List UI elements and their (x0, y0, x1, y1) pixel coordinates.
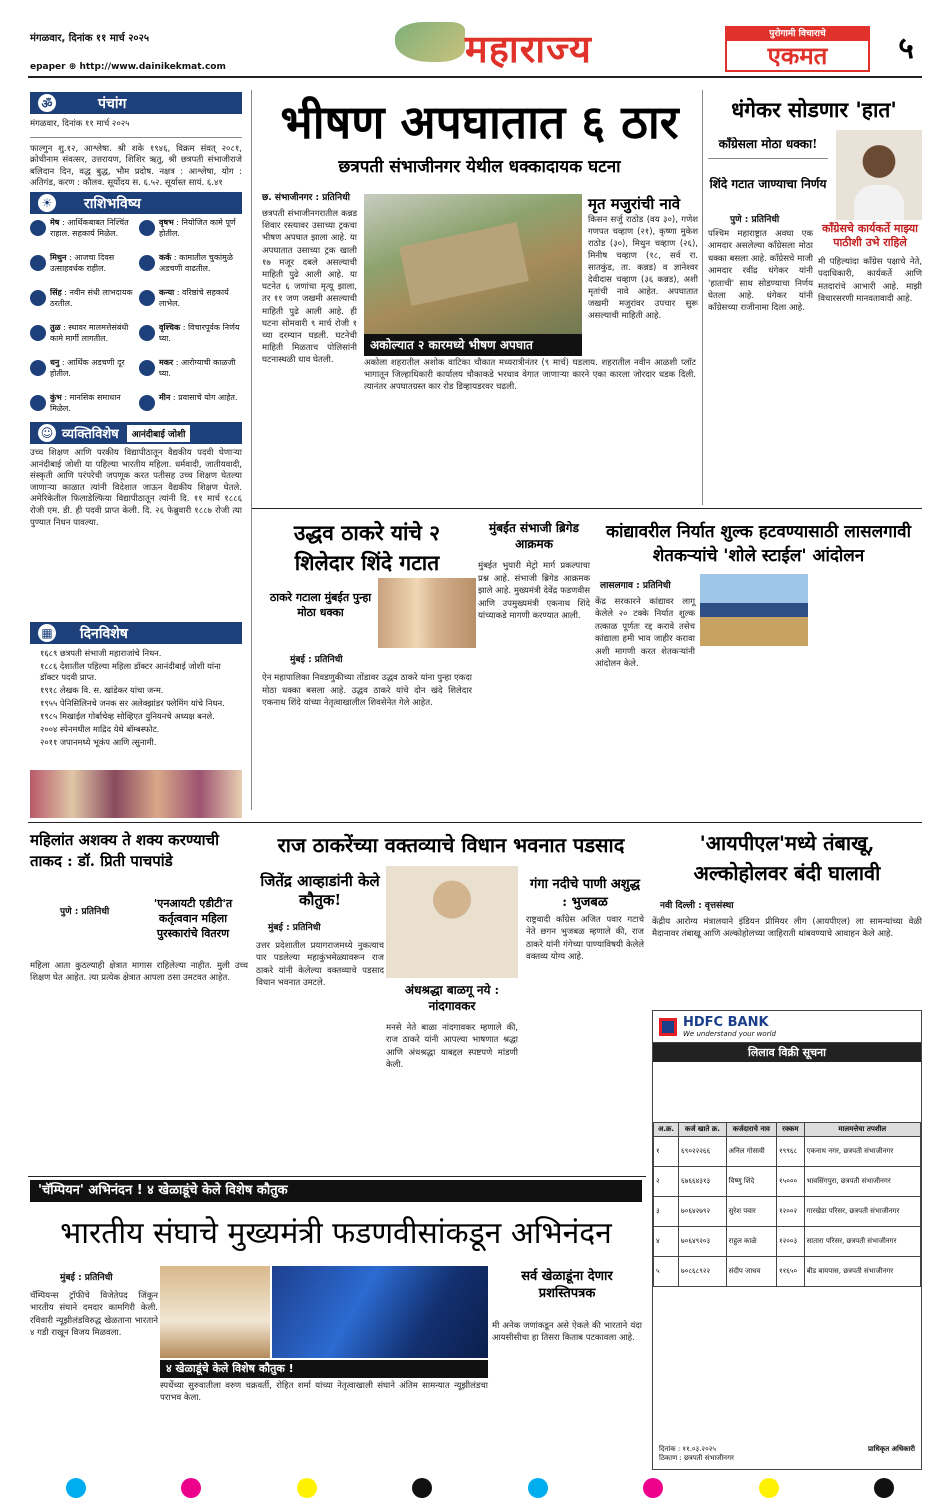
calendar-icon: ▦ (38, 624, 56, 642)
dhangekar-kicker: काँग्रेसला मोठा धक्का! (708, 135, 828, 159)
zodiac-icon (139, 220, 155, 236)
raj-headline: राज ठाकरेंच्या वक्तव्याचे विधान भवनात पडसाद (277, 833, 625, 857)
horoscope-item: धनु : आर्थिक अडचणी दूर होतील. (30, 358, 133, 391)
dhangekar-byline: पुणे : प्रतिनिधी (730, 215, 780, 225)
hdfc-table-row (654, 1137, 921, 1167)
hdfc-table-cell: राहुल काळे (726, 1227, 776, 1257)
dhangekar-body2: मी पहिल्यांदा काँग्रेस पक्षाचे नेते, पदाधिकारी, कार्यकर्ते आणि मतदारांचे आभारी आहे. माझी विचारसरणी मानवतावादी आहे. (818, 257, 922, 305)
zodiac-icon (139, 290, 155, 306)
color-registration-marks (60, 1478, 900, 1498)
section-title: महाराज्य (465, 26, 592, 71)
hdfc-table-cell: ७०६४९२०३ (679, 1227, 727, 1257)
dhangekar-quote: काँग्रेसचे कार्यकर्ते माझ्या पाठीशी उभे राहिले (821, 222, 919, 249)
accident-caption-text: अकोला शहरातील अशोक वाटिका चौकात मध्यरात्रीनंतर (९ मार्च) घडलाय. शहरातील नवीन आळशी प्लॉट भागातून जिल्हाधिकारी कार्यालय चौकाकडे भरधाव वेगात जाणाऱ्या कारने एका कारला जोरदार धडक दिली. त्यानंतर अपघातग्रस्त कार रोड डिव्हायडरवर चढली. (364, 358, 696, 392)
dinvishesh-item: १६८९ छत्रपती संभाजी महाराजांचे निधन. (40, 648, 162, 658)
lead-body: छत्रपती संभाजीनगरातील कन्नड शिवार रस्त्यावर उसाच्या ट्रकचा भीषण अपघात झाला आहे. या अपघातात उसाच्या ट्रक खाली १७ मजूर दबले असल्याची माहिती पुढे आली आहे. या घटनेत ६ जणांचा मृत्यू झाला, तर ११ जण जखमी असल्याची माहिती पुढे आली आहे. ही घटना सोमवारी ९ मार्च रोजी १ च्या दरम्यान घडली. घटनेची माहिती मिळताच पोलिसांनी घटनास्थळी धाव घेतली. (262, 209, 357, 366)
dead-list: किसन सर्जु राठोड (वय ३०), गणेश गणपत चव्हाण (२१), कृष्णा मुकेश राठोड (३०), मिथुन चव्हाण (२६), मिनीष चव्हाण (१८, सर्व रा. सातकुंड, ता. कन्नड) व ज्ञानेश्वर देवीदास चव्हाण (३६ कन्नड), अशी मृतांची नावे आहेत. अपघातात जखमी मजुरांवर उपचार सुरू असल्याची माहिती आहे. (588, 215, 698, 321)
protest-photo (700, 574, 808, 646)
dhangekar-body: पश्चिम महाराष्ट्रात अवघा एक आमदार असलेल्या काँग्रेसला मोठा धक्का बसला आहे. काँग्रेसचे माजी आमदार रवींद्र धंगेकर यांनी 'हाताची' साथ सोडण्याचा निर्णय घेतला आहे. धंगेकर यांनी काँग्रेसच्या राजीनामा दिला आहे. (708, 229, 813, 314)
hdfc-table-cell: भावसिंगपुरा, छत्रपती संभाजीनगर (804, 1167, 920, 1197)
women-kicker: 'एनआयटी एडीटी'त कर्तृत्ववान महिला पुरस्कारांचे वितरण (153, 897, 233, 940)
zodiac-icon (30, 255, 46, 271)
hdfc-table-header: कर्जदाराचे नाव (726, 1123, 776, 1137)
zodiac-icon (30, 360, 46, 376)
horoscope-bar: ☀ राशिभविष्य (30, 192, 242, 214)
uddhav-shinde-photo (378, 578, 476, 648)
hdfc-table-cell: ४ (654, 1227, 679, 1257)
horoscope-item: मकर : आरोग्याची काळजी घ्या. (139, 358, 242, 391)
ipl-byline: नवी दिल्ली : वृत्तसंस्था (660, 901, 734, 911)
horoscope-item: मिथुन : आजचा दिवस उत्साहवर्धक राहील. (30, 253, 133, 286)
horoscope-item: कर्क : कामातील चुकांमुळे अडचणी वाढतील. (139, 253, 242, 286)
fadnavis-photo (160, 1266, 270, 1358)
hdfc-logo-box (653, 1011, 921, 1043)
hdfc-table (653, 1122, 921, 1287)
hdfc-table-cell: १२००२ (776, 1197, 804, 1227)
person-icon: ☺ (38, 424, 56, 442)
zodiac-icon (139, 325, 155, 341)
dinvishesh-item: १९५५ पेनिसिलिनचे जनक सर अलेक्झांडर फ्लेमिंग यांचे निधन. (40, 698, 225, 708)
horoscope-item: कन्या : वरिष्ठांचे सहकार्य लाभेल. (139, 288, 242, 321)
ipl-headline: 'आयपीएल'मध्ये तंबाखू, अल्कोहोलवर बंदी घालावी (693, 831, 881, 885)
hdfc-table-cell: अनिल गोसावी (726, 1137, 776, 1167)
zodiac-icon (139, 255, 155, 271)
hdfc-table-cell: विष्णु शिंदे (726, 1167, 776, 1197)
women-body: महिला आता कुठल्याही क्षेत्रात मागास राहिलेल्या नाहीत. मुली उच्च शिक्षण घेत आहेत. त्या प्रत्येक क्षेत्रात आपला ठसा उमटवत आहेत. (30, 961, 248, 984)
hdfc-table-cell: ६९०२२२६६ (679, 1137, 727, 1167)
masthead (0, 0, 945, 75)
panchang-date: मंगळवार, दिनांक ११ मार्च २०२५ (30, 118, 242, 138)
horoscope-item: वृषभ : नियोजित कामे पूर्ण होतील. (139, 218, 242, 251)
ipl-body: केंद्रीय आरोग्य मंत्रालयाने इंडियन प्रीमियर लीग (आयपीएल) ला सामन्यांच्या वेळी मैदानावर तंबाखू आणि अल्कोहोलच्या जाहिराती थांबवण्याचे आवाहन केले आहे. (652, 917, 922, 940)
epaper-link[interactable]: epaper ⊕ http://www.dainikekmat.com (30, 62, 226, 72)
lead-byline: छ. संभाजीनगर : प्रतिनिधी (262, 193, 350, 203)
hdfc-table-header: अ.क्र. (654, 1123, 679, 1137)
horoscope-grid (30, 218, 242, 426)
champion-banner: 'चॅम्पियन' अभिनंदन ! ४ खेळाडूंचे केले विशेष कौतुक (30, 1180, 642, 1202)
hdfc-logo-icon (659, 1018, 677, 1036)
dinvishesh-bar: ▦ दिनविशेष (30, 622, 242, 644)
dinvishesh-list (30, 648, 242, 750)
dinvishesh-item: १८८६ देशातील पहिल्या महिला डॉक्टर आनंदीबाई जोशी यांना डॉक्टर पदवी प्राप्त. (40, 661, 221, 682)
accident-photo (364, 194, 582, 334)
hdfc-table-cell: बीड बायपास, छत्रपती संभाजीनगर (804, 1257, 920, 1287)
hdfc-table-cell: एकनाथ नगर, छत्रपती संभाजीनगर (804, 1137, 920, 1167)
om-icon: ॐ (38, 94, 56, 112)
dinvishesh-item: २००४ स्पेनमधील माद्रिद येथे बॉम्बस्फोट. (40, 724, 160, 734)
uddhav-byline: मुंबई : प्रतिनिधी (290, 655, 343, 665)
onion-headline: कांद्यावरील निर्यात शुल्क हटवण्यासाठी लासलगावी शेतकऱ्यांचे 'शोले स्टाईल' आंदोलन (606, 522, 911, 566)
hdfc-table-cell: ६७६६४३१३ (679, 1167, 727, 1197)
hdfc-footer: दिनांक : ११.०३.२०२५ ठिकाण : छत्रपती संभाजीनगर प्राधिकृत अधिकारी (659, 1445, 915, 1462)
hdfc-table-cell: १५००० (776, 1167, 804, 1197)
champion-sidebar-title: सर्व खेळाडूंना देणार प्रशस्तिपत्रक (521, 1269, 613, 1301)
hdfc-table-cell: ७०८६८९२२ (679, 1257, 727, 1287)
champion-photo-caption: ४ खेळाडूंचे केले विशेष कौतुक ! (160, 1360, 488, 1378)
onion-byline: लासलगाव : प्रतिनिधी (600, 581, 671, 591)
zodiac-icon (30, 220, 46, 236)
hdfc-table-cell: गारखेडा परिसर, छत्रपती संभाजीनगर (804, 1197, 920, 1227)
personality-bar: ☺ व्यक्तिविशेष आनंदीबाई जोशी (30, 422, 242, 444)
dhangekar-subkicker: शिंदे गटात जाण्याचा निर्णय (709, 177, 827, 191)
nandgaonkar-kicker: अंधश्रद्धा बाळगू नये : नांदगावकर (404, 983, 500, 1013)
hdfc-table-cell: १२००३ (776, 1227, 804, 1257)
issue-date: मंगळवार, दिनांक ११ मार्च २०२५ (30, 33, 150, 44)
hdfc-table-cell: ११६५० (776, 1257, 804, 1287)
uddhav-kicker: ठाकरे गटाला मुंबईत पुन्हा मोठा धक्का (269, 591, 372, 619)
zodiac-icon (30, 325, 46, 341)
globe-icon: ⊕ (68, 62, 77, 72)
horoscope-item: कुंभ : मानसिक समाधान मिळेल. (30, 393, 133, 426)
zodiac-icon (139, 360, 155, 376)
hdfc-table-row (654, 1227, 921, 1257)
champion-byline: मुंबई : प्रतिनिधी (60, 1273, 113, 1283)
women-headline: महिलांत अशक्य ते शक्य करण्याची ताकद : डॉ. प्रिती पाचपांडे (30, 831, 219, 870)
horoscope-item: तुळ : स्थावर मालमत्तेसंबंधी कामे मार्गी लागतील. (30, 323, 133, 356)
women-group-photo (30, 770, 242, 818)
hdfc-table-cell: १ (654, 1137, 679, 1167)
panchang-bar: ॐ पंचांग (30, 92, 242, 114)
hdfc-table-cell: १९९६८ (776, 1137, 804, 1167)
horoscope-item: वृश्चिक : विचारपूर्वक निर्णय घ्या. (139, 323, 242, 356)
dinvishesh-item: २०११ जपानमध्ये भूकंप आणि त्सुनामी. (40, 737, 157, 747)
hdfc-tagline: We understand your world (683, 1030, 776, 1038)
champion-sidebar-body: मी अनेक जणांकडून असे ऐकले की भारताने यंदा आयसीसीचा हा तिसरा किताब पटकावला आहे. (492, 1321, 642, 1344)
hdfc-bank-name: HDFC BANK (683, 1015, 769, 1030)
zodiac-icon (30, 395, 46, 411)
hdfc-table-cell: संदीप जाधव (726, 1257, 776, 1287)
accident-caption: अकोल्यात २ कारमध्ये भीषण अपघात (364, 334, 582, 356)
raj-thackeray-photo (386, 866, 518, 978)
hdfc-table-cell: ३ (654, 1197, 679, 1227)
zodiac-icon (30, 290, 46, 306)
hdfc-table-cell: सातारा परिसर, छत्रपती संभाजीनगर (804, 1227, 920, 1257)
hdfc-table-header: कर्ज खाते क्र. (679, 1123, 727, 1137)
uddhav-headline: उद्धव ठाकरे यांचे २ शिलेदार शिंदे गटात (293, 520, 441, 575)
hdfc-table-header: रक्कम (776, 1123, 804, 1137)
dhangekar-headline: धंगेकर सोडणार 'हात' (731, 97, 897, 122)
raj-byline: मुंबई : प्रतिनिधी (268, 923, 321, 933)
hdfc-notice (652, 1010, 922, 1470)
horoscope-item: मीन : प्रवासाचे योग आहेत. (139, 393, 242, 426)
hdfc-table-cell: ५ (654, 1257, 679, 1287)
sun-icon: ☀ (38, 194, 56, 212)
brand-tagline: पुरोगामी विचाराचे (727, 28, 868, 41)
hdfc-table-cell: २ (654, 1167, 679, 1197)
dead-list-title: मृत मजुरांची नावे (588, 195, 681, 213)
horoscope-item: मेष : आर्थिकबाबत निश्चिंत राहाल. सहकार्य मिळेल. (30, 218, 133, 251)
personality-text: उच्च शिक्षण आणि परकीय विद्यापीठातून वैद्यकीय पदवी घेणाऱ्या आनंदीबाई जोशी या पहिल्या भारतीय महिला. धर्मवादी, जातीयवादी, संस्कृती आणि परंपरेची जपणूक करत पतीसह उच्च शिक्षण घेतल्या जाणाऱ्या काळात त्यांनी विदेशात जाऊन वैद्यकीय शिक्षण घेतले. अमेरिकेतील फिलाडेल्फिया विद्यापीठातून त्यांनी दि. ११ मार्च १८८६ रोजी एम. डी. ही पदवी प्राप्त केली. दि. २६ फेब्रुवारी १८८७ रोजी त्या पुण्यात निधन पावल्या. (30, 448, 242, 528)
team-celebration-photo (272, 1266, 488, 1358)
women-byline: पुणे : प्रतिनिधी (60, 907, 110, 917)
lead-headline: भीषण अपघातात ६ ठार (280, 95, 679, 149)
map-illustration (395, 22, 465, 62)
champion-photo-text: स्पर्धेच्या सुरुवातीला वरुण चक्रवर्ती, रोहित शर्मा यांच्या नेतृत्वाखाली संघाने अंतिम सामन्यात न्यूझीलंडचा पराभव केला. (160, 1381, 488, 1404)
hdfc-table-row (654, 1257, 921, 1287)
dinvishesh-item: १९८५ मिखाईल गोर्बाचेव्ह सोव्हिएत युनियनचे अध्यक्ष बनले. (40, 711, 215, 721)
brand-box (725, 26, 870, 72)
hdfc-table-header: मालमत्तेचा तपशील (804, 1123, 920, 1137)
raj-kicker: जितेंद्र आव्हाडांनी केले कौतुक! (260, 872, 380, 909)
champion-body: चॅम्पियन्स ट्रॉफीचे विजेतेपद जिंकून भारतीय संघाने दमदार कामगिरी केली. रविवारी न्यूझीलंडविरुद्ध खेळताना भारताने ४ गडी राखून विजय मिळवला. (30, 1291, 158, 1339)
dhangekar-photo (836, 130, 922, 220)
onion-body: केंद्र सरकारने कांद्यावर लागू केलेले २० टक्के निर्यात शुल्क तत्काळ पूर्णतः रद्द करावे तसेच कांद्याला हमी भाव जाहीर करावा अशी मागणी करत शेतकऱ्यांनी आंदोलन केले. (595, 597, 695, 670)
brigade-headline: मुंबईत संभाजी ब्रिगेड आक्रमक (489, 521, 579, 551)
nandgaonkar-body: मनसे नेते बाळा नांदगावकर म्हणाले की, राज ठाकरे यांनी आपल्या भाषणात श्रद्धा आणि अंधश्रद्धा याबद्दल स्पष्टपणे मांडणी केली. (386, 1023, 518, 1071)
ganga-body: राष्ट्रवादी काँग्रेस अजित पवार गटाचे नेते छगन भुजबळ म्हणाले की, राज ठाकरे यांनी गंगेच्या पाण्याविषयी केलेले वक्तव्य योग्य आहे. (526, 915, 644, 963)
zodiac-icon (139, 395, 155, 411)
hdfc-table-row (654, 1197, 921, 1227)
raj-body: उत्तर प्रदेशातील प्रयागराजमध्ये नुकत्याच पार पडलेल्या महाकुंभमेळ्यावरून राज ठाकरे यांनी केलेल्या वक्तव्याचे पडसाद विधान भवनात उमटले. (256, 941, 384, 989)
page-number: ५ (898, 31, 914, 66)
hdfc-table-cell: सुरेश पवार (726, 1197, 776, 1227)
hdfc-notice-title: लिलाव विक्री सूचना (653, 1043, 921, 1062)
ganga-headline: गंगा नदीचे पाणी अशुद्ध : भुजबळ (530, 877, 640, 910)
lead-subhead: छत्रपती संभाजीनगर येथील धक्कादायक घटना (338, 157, 621, 177)
horoscope-item: सिंह : नवीन संधी लाभदायक ठरतील. (30, 288, 133, 321)
panchang-box (30, 118, 242, 190)
dinvishesh-item: १९१८ लेखक वि. स. खांडेकर यांचा जन्म. (40, 685, 164, 695)
personality-box (30, 448, 242, 529)
uddhav-body: ऐन महापालिका निवडणुकीच्या तोंडावर उद्धव ठाकरे यांना पुन्हा एकदा मोठा धक्का बसला आहे. उद्धव ठाकरे यांचे दोन खंदे शिलेदार एकनाथ शिंदे यांच्या नेतृत्वाखालील शिवसेनेत गेले आहेत. (262, 673, 472, 709)
brigade-body: मुंबईत भुयारी मेट्रो मार्ग प्रकल्पाचा प्रश्न आहे. संभाजी ब्रिगेड आक्रमक झाले आहे. मुख्यमंत्री देवेंद्र फडणवीस आणि उपमुख्यमंत्री एकनाथ शिंदे यांच्याकडे मागणी करण्यात आली. (478, 561, 590, 622)
panchang-text: फाल्गुन शु.१२, आश्लेषा. श्री शके १९४६, विक्रम संवत् २०८१, क्रोधीनाम संवत्सर, उत्तरायण, शिशिर ऋतु, श्री छत्रपती संभाजीराजे बलिदान दिन, वद्ध बुद्ध, भौम प्रदोष. नक्षत्र : आश्लेषा, योग : अतिगंड, करण : कौलव. सूर्योदय स. ६.५२. सूर्यास्त सायं. ६.४१ (30, 143, 242, 188)
hdfc-table-cell: ७०६४२७९२ (679, 1197, 727, 1227)
brand-logo: एकमत (767, 41, 828, 70)
hdfc-table-row (654, 1167, 921, 1197)
champion-headline: भारतीय संघाचे मुख्यमंत्री फडणवीसांकडून अभिनंदन (60, 1216, 612, 1251)
